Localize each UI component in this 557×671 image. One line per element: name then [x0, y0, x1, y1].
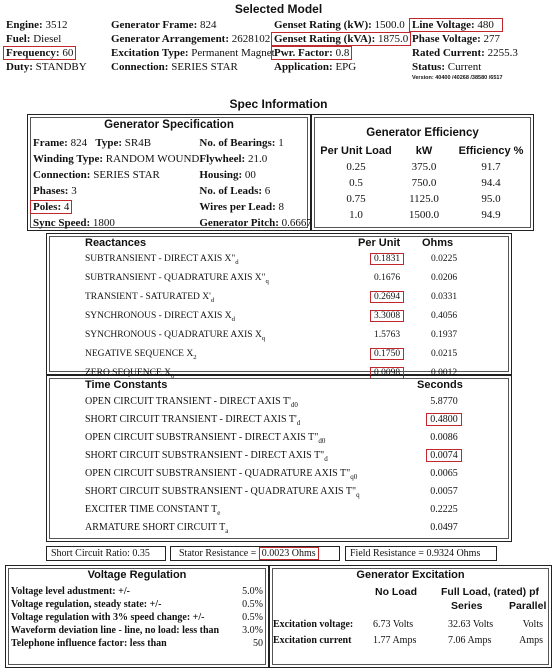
reactance-per-unit: 0.2694	[370, 291, 404, 303]
vr-row	[11, 598, 263, 611]
reactance-subscript: 2	[193, 353, 197, 361]
reactance-ohms: 0.0225	[430, 253, 458, 264]
time-constant-value: 0.0074	[426, 449, 462, 462]
eff-kw: 1500.0	[408, 209, 440, 221]
leads-label: No. of Leads:	[199, 185, 263, 197]
genset-kw-value: 1500.0	[374, 19, 405, 31]
wires-per-lead-value: 8	[278, 201, 285, 213]
time-constant-subscript: e	[217, 508, 221, 517]
generator-frame-label: Generator Frame:	[111, 19, 198, 31]
power-factor-row	[274, 46, 411, 60]
reactance-label: ZERO SEQUENCE X	[85, 367, 172, 378]
reactance-label: SUBTRANSIENT - DIRECT AXIS X"	[85, 253, 236, 264]
excitation-voltage-series: 32.63 Volts	[448, 618, 494, 630]
generator-frame-value: 824	[199, 19, 217, 31]
reactance-subscript: d	[210, 296, 215, 304]
no-load-header: No Load	[375, 586, 417, 598]
duty-label: Duty:	[6, 61, 33, 73]
reactance-ohms: 0.0331	[430, 291, 458, 302]
eff-pct: 94.4	[481, 177, 501, 189]
vr-label: Waveform deviation line - line, no load: less than	[11, 625, 220, 636]
genset-kva-row	[274, 32, 411, 46]
model-col-4	[412, 18, 518, 74]
generator-efficiency-title: Generator Efficiency	[366, 127, 479, 139]
reactance-subscript: q	[265, 277, 269, 285]
connection-label: Connection:	[111, 61, 169, 73]
voltage-regulation-title: Voltage Regulation	[87, 569, 187, 581]
time-constant-row	[85, 500, 473, 518]
engine-label: Engine:	[6, 19, 43, 31]
eff-kw: 1125.0	[409, 193, 439, 205]
frequency-label: Frequency:	[6, 47, 60, 59]
reactance-label: SYNCHRONOUS - QUADRATURE AXIS X	[85, 329, 262, 340]
spec-row	[33, 199, 312, 215]
generator-spec-title: Generator Specification	[104, 119, 234, 131]
reactance-row	[85, 287, 469, 306]
excitation-type-row	[111, 46, 275, 60]
vr-value: 0.5%	[242, 612, 263, 623]
frame-value: 824	[70, 137, 88, 149]
excitation-current-label: Excitation current	[273, 634, 352, 646]
reactance-per-unit: 3.3008	[370, 310, 404, 322]
connection-value: SERIES STAR	[171, 61, 238, 73]
phase-voltage-value: 277	[483, 33, 500, 45]
spec-info-title: Spec Information	[229, 97, 328, 111]
status-value: Current	[447, 61, 482, 73]
version-text: Version: 40400 /40268 /38580 /6517	[412, 75, 503, 81]
time-constant-row	[85, 428, 473, 446]
reactance-subscript: d	[235, 258, 239, 266]
vr-value: 3.0%	[242, 625, 263, 636]
reactance-per-unit: 1.5763	[373, 329, 401, 340]
efficiency-row	[317, 159, 529, 175]
voltage-regulation-table	[11, 585, 263, 650]
status-row	[412, 60, 518, 74]
line-voltage-value: 480	[477, 19, 494, 31]
efficiency-header-row	[317, 143, 529, 159]
phases-label: Phases:	[33, 185, 69, 197]
reactance-per-unit: 0.1831	[370, 253, 404, 265]
excitation-current-no-load: 1.77 Amps	[373, 634, 417, 646]
efficiency-row	[317, 207, 529, 223]
poles-value: 4	[63, 201, 70, 213]
connection-row	[111, 60, 275, 74]
phase-voltage-label: Phase Voltage:	[412, 33, 481, 45]
spec-row	[33, 183, 312, 199]
engine-value: 3512	[45, 19, 68, 31]
generator-excitation-panel	[269, 565, 552, 668]
time-constant-subscript: q	[356, 490, 360, 499]
kw-header: kW	[415, 145, 433, 157]
time-constant-label: OPEN CIRCUIT SUBSTRANSIENT - QUADRATURE AXIS T"	[85, 467, 351, 479]
time-constant-label: ARMATURE SHORT CIRCUIT T	[85, 521, 226, 533]
vr-row	[11, 585, 263, 598]
time-constant-label: OPEN CIRCUIT TRANSIENT - DIRECT AXIS T'	[85, 395, 291, 407]
time-constant-subscript: q0	[350, 472, 358, 481]
generator-frame-row	[111, 18, 275, 32]
time-constant-label: OPEN CIRCUIT SUBSTRANSIENT - DIRECT AXIS T"	[85, 431, 319, 443]
reactance-per-unit: 0.1750	[370, 348, 404, 360]
housing-value: 00	[244, 169, 256, 181]
ohms-header: Ohms	[422, 237, 454, 249]
parallel-header: Parallel	[509, 600, 547, 612]
model-col-3	[274, 18, 411, 74]
spec-row	[33, 167, 312, 183]
time-constant-subscript: d0	[318, 436, 326, 445]
reactance-row	[85, 268, 469, 287]
time-constant-subscript: a	[225, 526, 229, 535]
reactances-panel	[46, 233, 512, 380]
per-unit-load-header: Per Unit Load	[320, 145, 392, 157]
time-constants-title: Time Constants	[85, 379, 168, 391]
excitation-voltage-label: Excitation voltage:	[273, 618, 354, 630]
bearings-label: No. of Bearings:	[199, 137, 276, 149]
time-constant-row	[85, 482, 473, 500]
frequency-row	[6, 46, 87, 60]
time-constant-label: SHORT CIRCUIT TRANSIENT - DIRECT AXIS T'	[85, 413, 297, 425]
fuel-value: Diesel	[33, 33, 62, 45]
flywheel-value: 21.0	[247, 153, 268, 165]
generator-excitation-title: Generator Excitation	[356, 569, 465, 581]
time-constants-table	[85, 392, 473, 536]
line-voltage-row	[412, 18, 518, 32]
time-constant-subscript: d	[324, 454, 328, 463]
wires-per-lead-label: Wires per Lead:	[199, 201, 276, 213]
spec-row	[33, 215, 312, 231]
sync-speed-value: 1800	[92, 217, 115, 229]
time-constant-value: 0.0497	[430, 521, 458, 533]
time-constant-value: 0.2225	[430, 503, 458, 515]
reactance-ohms: 0.0012	[430, 367, 458, 378]
spec-row	[33, 151, 312, 167]
spec-connection-label: Connection:	[33, 169, 91, 181]
winding-type-label: Winding Type:	[33, 153, 104, 165]
vr-value: 0.5%	[242, 599, 263, 610]
fuel-row	[6, 32, 87, 46]
full-load-header: Full Load, (rated) pf	[441, 586, 539, 598]
eff-pct: 91.7	[481, 161, 501, 173]
genset-kw-label: Genset Rating (kW):	[274, 19, 372, 31]
vr-value: 50	[253, 638, 263, 649]
poles-label: Poles:	[33, 201, 62, 213]
vr-label: Voltage regulation with 3% speed change: +/-	[11, 612, 205, 623]
genset-kw-row	[274, 18, 411, 32]
flywheel-label: Flywheel:	[199, 153, 246, 165]
excitation-current-series: 7.06 Amps	[448, 634, 492, 646]
time-constant-value: 0.0065	[430, 467, 458, 479]
power-factor-label: Pwr. Factor:	[274, 47, 333, 59]
voltage-regulation-panel	[5, 565, 269, 668]
type-label: Type:	[95, 137, 122, 149]
time-constant-label: SHORT CIRCUIT SUBSTRANSIENT - QUADRATURE AXIS T"	[85, 485, 357, 497]
generator-efficiency-panel	[311, 114, 534, 231]
eff-load: 1.0	[349, 209, 363, 221]
reactance-ohms: 0.0215	[430, 348, 458, 359]
frame-label: Frame:	[33, 137, 68, 149]
fuel-label: Fuel:	[6, 33, 31, 45]
eff-pct: 95.0	[481, 193, 501, 205]
seconds-header: Seconds	[417, 379, 463, 391]
excitation-type-value: Permanent Magnet	[191, 47, 275, 59]
excitation-type-label: Excitation Type:	[111, 47, 189, 59]
generator-arrangement-row	[111, 32, 275, 46]
application-value: EPG	[335, 61, 357, 73]
vr-row	[11, 611, 263, 624]
application-row	[274, 60, 411, 74]
model-col-1	[6, 18, 87, 74]
efficiency-pct-header: Efficiency %	[458, 145, 524, 157]
short-circuit-ratio: Short Circuit Ratio: 0.35	[46, 546, 166, 561]
time-constant-label: SHORT CIRCUIT SUBSTRANSIENT - DIRECT AXIS T"	[85, 449, 325, 461]
reactances-title: Reactances	[85, 237, 147, 249]
eff-kw: 750.0	[411, 177, 437, 189]
efficiency-row	[317, 191, 529, 207]
eff-kw: 375.0	[411, 161, 437, 173]
field-resistance: Field Resistance = 0.9324 Ohms	[345, 546, 497, 561]
rated-current-value: 2255.3	[487, 47, 518, 59]
time-constant-value: 0.0057	[430, 485, 458, 497]
eff-load: 0.25	[346, 161, 366, 173]
time-constant-label: EXCITER TIME CONSTANT T	[85, 503, 218, 515]
bearings-value: 1	[278, 137, 284, 149]
vr-label: Telephone influence factor: less than	[11, 638, 167, 649]
phase-voltage-row	[412, 32, 518, 46]
generator-arrangement-label: Generator Arrangement:	[111, 33, 230, 45]
reactance-ohms: 0.0206	[430, 272, 458, 283]
reactance-row	[85, 306, 469, 325]
frequency-value: 60	[62, 47, 74, 59]
reactance-row	[85, 249, 469, 268]
vr-value: 5.0%	[242, 586, 263, 597]
reactance-label: SUBTRANSIENT - QUADRATURE AXIS X"	[85, 272, 266, 283]
application-label: Application:	[274, 61, 333, 73]
model-col-2	[111, 18, 275, 74]
rated-current-label: Rated Current:	[412, 47, 485, 59]
generator-spec-table	[33, 135, 312, 231]
time-constant-row	[85, 518, 473, 536]
vr-row	[11, 637, 263, 650]
reactances-table	[85, 249, 469, 382]
excitation-voltage-no-load: 6.73 Volts	[373, 618, 414, 630]
spec-row	[33, 135, 312, 151]
time-constant-row	[85, 392, 473, 410]
duty-value: STANDBY	[35, 61, 87, 73]
phases-value: 3	[71, 185, 77, 197]
excitation-row	[273, 632, 543, 648]
reactance-ohms: 0.4056	[430, 310, 458, 321]
time-constant-row	[85, 446, 473, 464]
type-value: SR4B	[124, 137, 152, 149]
stator-resistance-value: 0.0023 Ohms	[259, 547, 319, 560]
selected-model-title: Selected Model	[234, 2, 323, 16]
reactance-subscript: 0	[171, 372, 175, 380]
engine-row	[6, 18, 87, 32]
series-header: Series	[451, 600, 483, 612]
winding-type-value: RANDOM WOUND	[105, 153, 200, 165]
excitation-table	[273, 616, 543, 648]
rated-current-row	[412, 46, 518, 60]
stator-resistance-box	[170, 546, 340, 561]
genset-kva-label: Genset Rating (kVA):	[274, 33, 376, 45]
efficiency-table	[317, 143, 529, 223]
eff-load: 0.75	[346, 193, 366, 205]
generator-arrangement-value: 2628102	[231, 33, 271, 45]
per-unit-header: Per Unit	[358, 237, 401, 249]
time-constants-panel	[46, 375, 512, 542]
time-constant-value: 0.4800	[426, 413, 462, 426]
reactance-row	[85, 325, 469, 344]
time-constant-row	[85, 410, 473, 428]
genset-kva-value: 1875.0	[378, 33, 409, 45]
status-label: Status:	[412, 61, 446, 73]
generator-pitch-label: Generator Pitch:	[199, 217, 279, 229]
excitation-current-parallel: Amps	[519, 634, 543, 646]
time-constant-subscript: d	[296, 418, 301, 427]
vr-label: Voltage level adustment: +/-	[11, 586, 130, 597]
reactance-subscript: d	[231, 315, 235, 323]
stator-resistance-label: Stator Resistance =	[179, 548, 259, 559]
reactance-label: SYNCHRONOUS - DIRECT AXIS X	[85, 310, 232, 321]
sync-speed-label: Sync Speed:	[33, 217, 91, 229]
efficiency-row	[317, 175, 529, 191]
time-constant-value: 0.0086	[430, 431, 458, 443]
excitation-row	[273, 616, 543, 632]
spec-connection-value: SERIES STAR	[93, 169, 160, 181]
vr-label: Voltage regulation, steady state: +/-	[11, 599, 162, 610]
generator-pitch-value: 0.6667	[281, 217, 312, 229]
reactance-row	[85, 344, 469, 363]
reactance-label: TRANSIENT - SATURATED X'	[85, 291, 211, 302]
time-constant-row	[85, 464, 473, 482]
reactance-label: NEGATIVE SEQUENCE X	[85, 348, 194, 359]
power-factor-value: 0.8	[335, 47, 350, 59]
line-voltage-label: Line Voltage:	[412, 19, 475, 31]
vr-row	[11, 624, 263, 637]
generator-spec-panel	[27, 114, 311, 231]
reactance-ohms: 0.1937	[430, 329, 458, 340]
duty-row	[6, 60, 87, 74]
eff-pct: 94.9	[481, 209, 501, 221]
housing-label: Housing:	[199, 169, 243, 181]
reactance-per-unit: 0.0098	[370, 367, 404, 379]
reactance-subscript: q	[261, 334, 266, 342]
leads-value: 6	[264, 185, 271, 197]
time-constant-value: 5.8770	[430, 395, 458, 407]
excitation-voltage-parallel: Volts	[522, 618, 543, 630]
time-constant-subscript: d0	[290, 400, 298, 409]
reactance-per-unit: 0.1676	[373, 272, 401, 283]
eff-load: 0.5	[349, 177, 363, 189]
